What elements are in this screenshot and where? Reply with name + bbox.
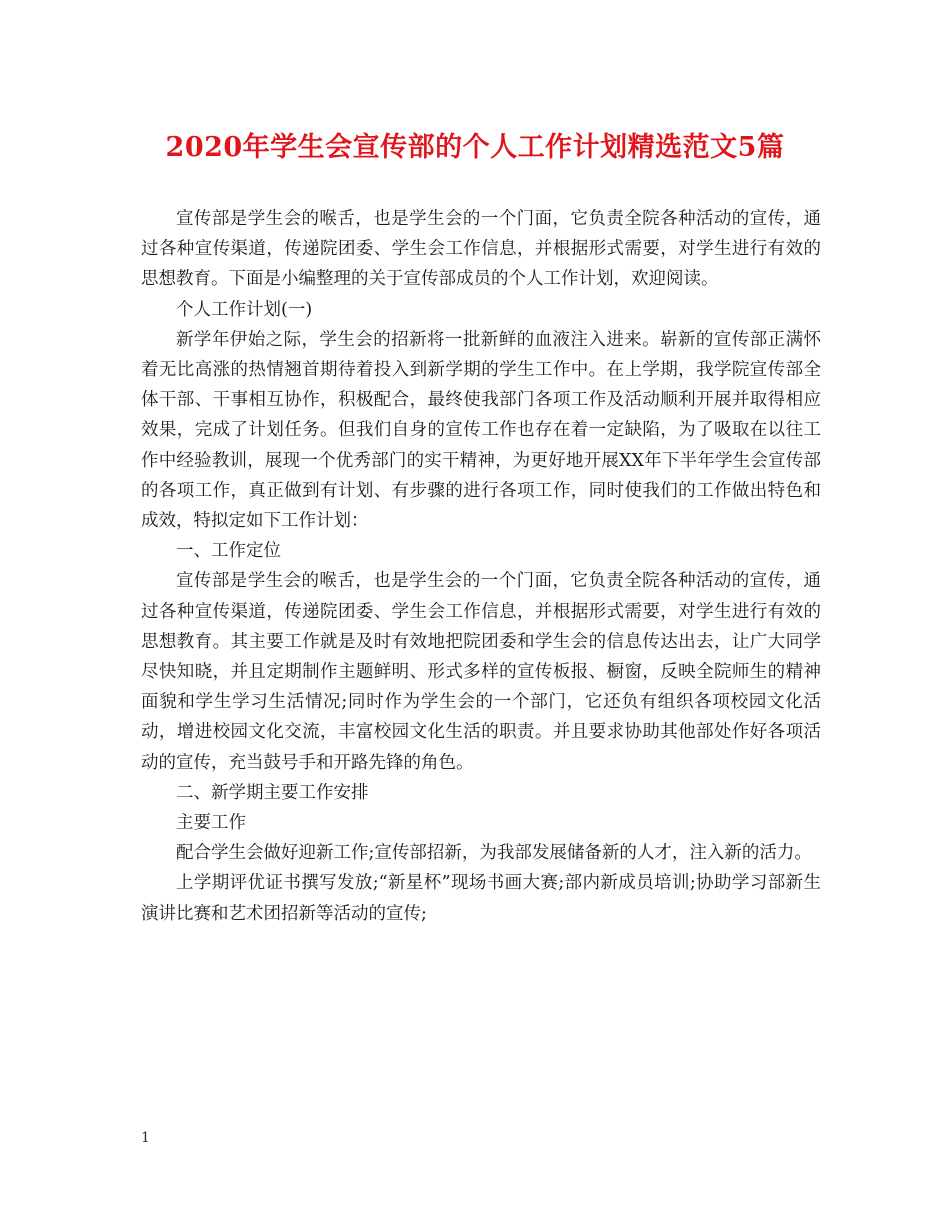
section-heading-plan-1: 个人工作计划(一) [176,299,313,320]
paragraph-welcome-work: 配合学生会做好迎新工作;宣传部招新，为我部发展储备新的人才，注入新的活力。 [176,843,812,864]
document-title: 2020年学生会宣传部的个人工作计划精选范文5篇 [165,132,785,163]
paragraph-activities: 上学期评优证书撰写发放;“新星杯”现场书画大赛;部内新成员培训;协助学习部新生演讲比赛和艺术团招新等活动的宣传; [141,873,821,924]
document-body [141,204,821,929]
subheading-main-work: 主要工作 [176,813,246,834]
paragraph-plan-1-intro: 新学年伊始之际，学生会的招新将一批新鲜的血液注入进来。崭新的宣传部正满怀着无比高涨的热情翘首期待着投入到新学期的学生工作中。在上学期，我学院宣传部全体干部、干事相互协作，积极配合，最终使我部门各项工作及活动顺利开展并取得相应效果，完成了计划任务。但我们自身的宣传工作也存在着一定缺陷，为了吸取在以往工作中经验教训，展现一个优秀部门的实干精神，为更好地开展XX年下半年学生会宣传部的各项工作，真正做到有计划、有步骤的进行各项工作，同时使我们的工作做出特色和成效，特拟定如下工作计划： [141,329,821,532]
section-heading-arrangement: 二、新学期主要工作安排 [176,782,369,803]
paragraph-positioning: 宣传部是学生会的喉舌，也是学生会的一个门面，它负责全院各种活动的宣传，通过各种宣传渠道，传递院团委、学生会工作信息，并根据形式需要，对学生进行有效的思想教育。其主要工作就是及时有效地把院团委和学生会的信息传达出去，让广大同学尽快知晓，并且定期制作主题鲜明、形式多样的宣传板报、橱窗，反映全院师生的精神面貌和学生学习生活情况;同时作为学生会的一个部门，它还负有组织各项校园文化活动，增进校园文化交流，丰富校园文化生活的职责。并且要求协助其他部处作好各项活动的宣传，充当鼓号手和开路先锋的角色。 [141,571,821,773]
section-heading-positioning: 一、工作定位 [176,541,281,562]
page-number: 1 [141,1130,150,1146]
paragraph-intro: 宣传部是学生会的喉舌，也是学生会的一个门面，它负责全院各种活动的宣传，通过各种宣传渠道，传递院团委、学生会工作信息，并根据形式需要，对学生进行有效的思想教育。下面是小编整理的关于宣传部成员的个人工作计划，欢迎阅读。 [141,209,821,290]
